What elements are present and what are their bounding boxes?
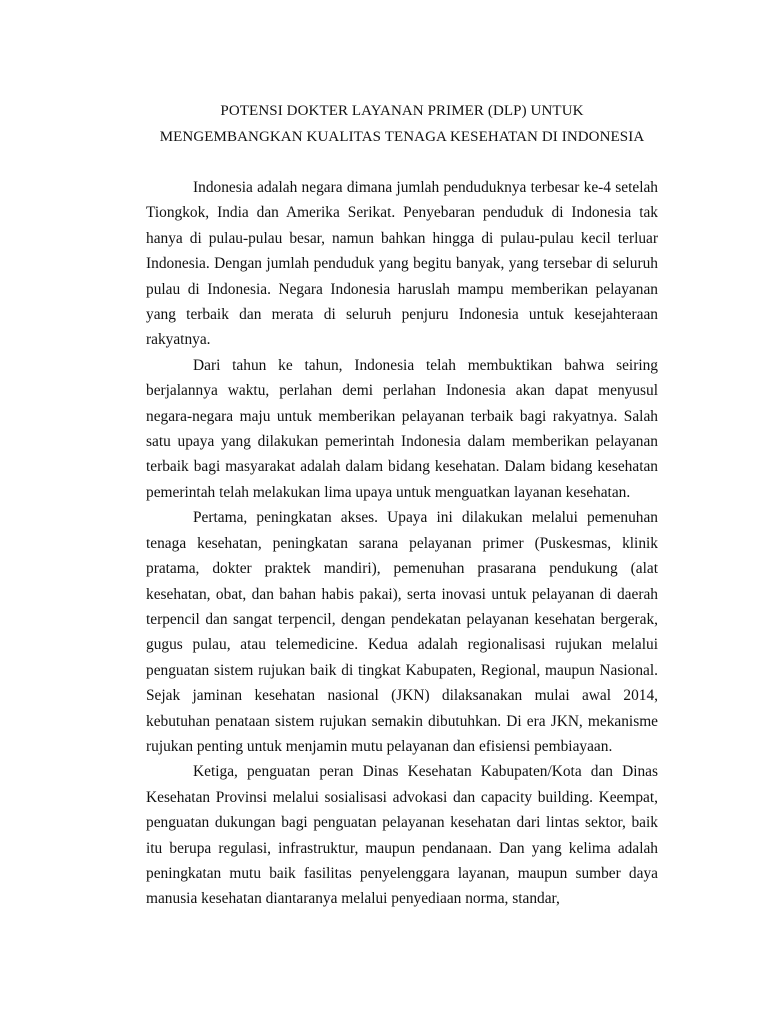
paragraph-4: Ketiga, penguatan peran Dinas Kesehatan Kabupaten/Kota dan Dinas Kesehatan Provinsi melalui sosialisasi advokasi dan capacity building. Keempat, penguatan dukungan bagi penguatan pelayanan kesehatan dari lintas sektor, baik itu berupa regulasi, infrastruktur, maupun pendanaan. Dan yang kelima adalah peningkatan mutu baik fasilitas penyelenggara layanan, maupun sumber daya manusia kesehatan diantaranya melalui penyediaan norma, standar,	[146, 763, 658, 908]
document-body	[146, 175, 658, 912]
paragraph-1: Indonesia adalah negara dimana jumlah penduduknya terbesar ke-4 setelah Tiongkok, India dan Amerika Serikat. Penyebaran penduduk di Indonesia tak hanya di pulau-pulau besar, namun bahkan hingga di pulau-pulau kecil terluar Indonesia. Dengan jumlah penduduk yang begitu banyak, yang tersebar di seluruh pulau di Indonesia. Negara Indonesia haruslah mampu memberikan pelayanan yang terbaik dan merata di seluruh penjuru Indonesia untuk kesejahteraan rakyatnya.	[146, 179, 658, 349]
document-title-line-1: POTENSI DOKTER LAYANAN PRIMER (DLP) UNTUK	[220, 103, 584, 119]
document-title-line-2: MENGEMBANGKAN KUALITAS TENAGA KESEHATAN DI INDONESIA	[159, 129, 645, 145]
paragraph-2: Dari tahun ke tahun, Indonesia telah membuktikan bahwa seiring berjalannya waktu, perlahan demi perlahan Indonesia akan dapat menyusul negara-negara maju untuk memberikan pelayanan terbaik bagi rakyatnya. Salah satu upaya yang dilakukan pemerintah Indonesia dalam memberikan pelayanan terbaik bagi masyarakat adalah dalam bidang kesehatan. Dalam bidang kesehatan pemerintah telah melakukan lima upaya untuk menguatkan layanan kesehatan.	[146, 356, 658, 501]
paragraph-3: Pertama, peningkatan akses. Upaya ini dilakukan melalui pemenuhan tenaga kesehatan, peningkatan sarana pelayanan primer (Puskesmas, klinik pratama, dokter praktek mandiri), pemenuhan prasarana pendukung (alat kesehatan, obat, dan bahan habis pakai), serta inovasi untuk pelayanan di daerah terpencil dan sangat terpencil, dengan pendekatan pelayanan kesehatan bergerak, gugus pulau, atau telemedicine. Kedua adalah regionalisasi rujukan melalui penguatan sistem rujukan baik di tingkat Kabupaten, Regional, maupun Nasional. Sejak jaminan kesehatan nasional (JKN) dilaksanakan mulai awal 2014, kebutuhan penataan sistem rujukan semakin dibutuhkan. Di era JKN, mekanisme rujukan penting untuk menjamin mutu pelayanan dan efisiensi pembiayaan.	[146, 509, 658, 755]
